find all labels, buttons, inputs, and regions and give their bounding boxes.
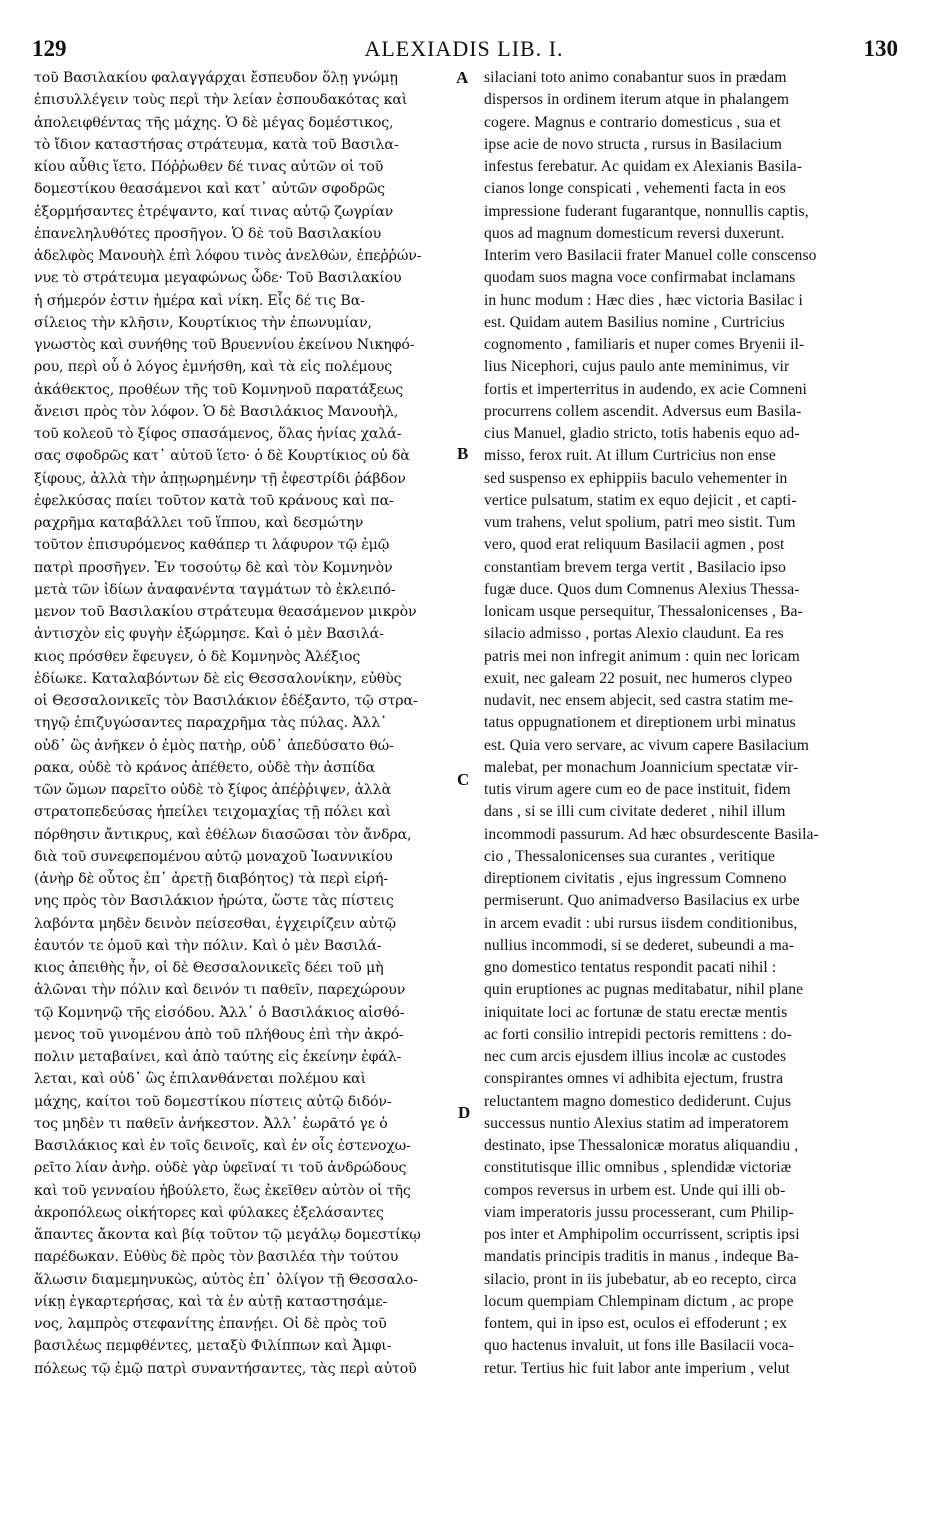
margin-letter-c: C [457,770,470,789]
greek-text-line: πατρὶ προσῆγεν. Ἐν τοσούτῳ δὲ καὶ τὸν Κομνηνὸν [34,559,393,576]
latin-text-line: vero, quod erat reliquum Basilacii agmen , post [484,536,785,554]
greek-text-line: ἀκάθεκτος, προθέων τῆς τοῦ Κομνηνοῦ παρατάξεως [34,381,404,398]
latin-text-line: cogere. Magnus e contrario domesticus , sua et [484,113,781,131]
greek-text-line: νίκῃ ἐγκαρτερήσας, καὶ τὰ ἐν αὐτῇ καταστησάμε- [34,1293,388,1310]
greek-text-line: ἐφελκύσας παίει τοῦτον κατὰ τοῦ κράνους καὶ πα- [34,492,394,509]
latin-text-line: in hunc modum : Hæc dies , hæc victoria Basilac i [484,291,803,309]
latin-text-line: vertice pulsatum, statim ex equo dejicit , et capti- [484,491,797,509]
latin-text-line: cognomento , familiaris et nuper comes Bryenii il- [484,336,805,353]
greek-text-line: τοῦ Βασιλακίου φαλαγγάρχαι ἔσπευδον ὅλῃ γνώμῃ [34,70,398,86]
greek-text-line: βασιλέως πεμφθέντες, μεταξὺ Φιλίππων καὶ Ἀμφι- [34,1338,392,1355]
latin-text-line: reluctantem magno domestico dediderunt. Cujus [484,1092,792,1110]
greek-text-line: ἑαυτόν τε ὁμοῦ καὶ τὴν πόλιν. Καὶ ὁ μὲν Βασιλά- [34,937,382,954]
latin-text-line: ipse acie de novo structa , rursus in Basilacium [484,135,782,153]
latin-text-line: quo hactenus invaluit, ut fons ille Basilacii voca- [484,1337,794,1355]
latin-text-line: in arcem evadit : ubi rursus iisdem conditionibus, [484,914,798,932]
greek-text-line: κιος ἀπειθὴς ἦν, οἱ δὲ Θεσσαλονικεῖς δέει τοῦ μὴ [34,960,384,976]
latin-text-line: est. Quia vero servare, ac vivum capere Basilacium [484,736,809,754]
greek-text-line: ἐδίωκε. Καταλαβόντων δὲ εἰς Θεσσαλονίκην, εὐθὺς [34,670,402,687]
greek-text-line: ἐξορμήσαντες ἐτρέψαντο, καί τινας αὐτῷ ζωγρίαν [34,203,394,220]
greek-text-line: μάχης, καίτοι τοῦ δομεστίκου πίστεις αὐτῷ διδόν- [34,1093,392,1110]
greek-text-line: λεται, καὶ οὐδ᾽ ὣς ἐπιλανθάνεται πολέμου καὶ [34,1071,367,1088]
greek-text-line: ρου, περὶ οὗ ὁ λόγος ἐμνήσθη, καὶ τὰ εἰς πολέμους [34,359,393,376]
greek-text-line: ραχρῆμα καταβάλλει τοῦ ἵππου, καὶ δεσμώτην [34,515,364,531]
margin-letter-d: D [458,1103,471,1122]
latin-text-line: ac forti consilio intrepidi pectoris remittens : do- [484,1025,792,1043]
greek-text-line: τηγῷ ἐπιζυγώσαντες παραχρῆμα τὰς πύλας. Ἀλλ᾽ [34,715,387,732]
greek-text-line: τῷ Κομνηνῷ τῆς εἰσόδου. Ἀλλ᾽ ὁ Βασιλάκιος αἰσθό- [34,1004,405,1021]
greek-text-line: οἱ Θεσσαλονικεῖς τὸν Βασιλάκιον ἐδέξαντο, τῷ στρα- [34,693,418,709]
greek-text-line: μενος τοῦ γινομένου ἀπὸ τοῦ πλήθους ἐπὶ τὴν ἀκρό- [34,1026,404,1043]
greek-text-line: στρατοπεδεύσας ἠπείλει τειχομαχίας τῇ πόλει καὶ [34,804,391,821]
greek-text-line: ἁλῶναι τὴν πόλιν καὶ δεινόν τι παθεῖν, παρεχώρουν [34,982,406,999]
latin-text-line: malebat, per monachum Joannicium spectatæ vir- [484,758,799,776]
greek-text-line: πόρθησιν ἄντικρυς, καὶ ἐθέλων διασῶσαι τὸν ἄνδρα, [34,826,412,843]
latin-text-line: cius Manuel, gladio stricto, totis habenis equo ad- [484,425,800,442]
latin-text-line: silaciani toto animo conabantur suos in prædam [484,69,787,86]
greek-text-line: κιος πρόσθεν ἔφευγεν, ὁ δὲ Κομνηνὸς Ἀλέξιος [34,648,361,665]
greek-text-line: ἐπανεληλυθότες προσῆγον. Ὁ δὲ τοῦ Βασιλακίου [34,225,382,242]
latin-text-line: dispersos in ordinem iterum atque in phalangem [484,91,790,109]
greek-text-line: ἀντισχὸν εἰς φυγὴν ἐξώρμησε. Καὶ ὁ μὲν Βασιλά- [34,626,384,643]
latin-text-line: lius Nicephori, cujus paulo ante meminimus, vir [484,358,790,376]
page-number-right: 130 [863,36,898,61]
greek-text-line: παρέδωκαν. Εὐθὺς δὲ πρὸς τὸν βασιλέα τὴν τούτου [34,1249,399,1266]
greek-text-line: ἐπισυλλέγειν τοὺς περὶ τὴν λείαν ἐσπουδακότας καὶ [34,92,408,109]
running-title: ALEXIADIS LIB. I. [364,36,564,61]
latin-text-line: direptionem civitatis , ejus ingressum Comneno [484,870,787,887]
greek-text-line: νυε τὸ στράτευμα μεγαφώνως ὧδε· Τοῦ Βασιλακίου [34,270,402,287]
latin-text-line: constitutisque illic omnibus , splendidæ victoriæ [484,1159,792,1177]
latin-text-line: destinato, ipse Thessalonicæ moratus aliquandiu , [484,1137,799,1154]
latin-text-line: nec cum arcis ejusdem illius incolæ ac custodes [484,1048,787,1065]
greek-text-line: ἀπολειφθέντας τῆς μάχης. Ὁ δὲ μέγας δομέστικος, [34,114,394,131]
greek-text-line: οὐδ᾽ ὣς ἀνῆκεν ὁ ἐμὸς πατὴρ, οὐδ᾽ ἀπεδύσατο θώ- [34,737,394,754]
latin-text-column [484,67,898,1380]
greek-text-line: σας σφοδρῶς κατ᾽ αὐτοῦ ἵετο· ὁ δὲ Κουρτίκιος οὐ δὰ [34,448,410,465]
greek-text-line: διὰ τοῦ συνεφεπομένου αὐτῷ μοναχοῦ Ἰωαννικίου [34,848,393,865]
greek-text-line: κίου αὖθις ἵετο. Πόῤῥωθεν δέ τινας αὐτῶν οἱ τοῦ [34,159,384,175]
latin-text-line: fugæ duce. Quos dum Comnenus Alexius Thessa- [484,580,800,598]
latin-text-line: viam imperatoris jussu processerant, cum Philip- [484,1203,794,1221]
greek-text-line: τοῦ κολεοῦ τὸ ξίφος σπασάμενος, ὅλας ἡνίας χαλά- [34,426,402,442]
greek-text-line: ρακα, οὐδὲ τὸ κράνος ἀπέθετο, οὐδὲ τὴν ἀσπίδα [34,759,375,776]
greek-text-line: τῶν ὤμων παρεῖτο οὐδὲ τὸ ξίφος ἀπέῤῥιψεν, ἀλλὰ [34,782,392,798]
latin-text-line: exuit, nec galeam 22 posuit, nec humeros clypeo [484,669,793,687]
latin-text-line: fontem, qui in ipso est, oculos ei effoderunt ; ex [484,1315,788,1332]
latin-text-line: mandatis principis traditis in manus , indeque Ba- [484,1248,800,1266]
latin-text-line: cianos longe conspicati , vehementi facta in eos [484,180,786,198]
latin-text-line: permiserunt. Quo animadverso Basilacius ex urbe [484,892,800,910]
latin-text-line: tutis virum agere cum eo de pace instituit, fidem [484,781,791,798]
latin-text-line: quin eruptiones ac pugnas meditabatur, nihil plane [484,981,804,999]
greek-text-line: ἡ σήμερόν ἐστιν ἡμέρα καὶ νίκη. Εἷς δέ τις Βα- [34,292,365,309]
page-header [0,34,928,64]
latin-text-line: procurrens collem ascendit. Adversus eum Basila- [484,402,802,420]
greek-text-line: ἄνεισι πρὸς τὸν λόφον. Ὁ δὲ Βασιλάκιος Μανουὴλ, [34,403,399,420]
latin-text-line: sed suspenso ex ephippiis baculo vehementer in [484,469,788,487]
latin-text-line: compos reversus in urbem est. Unde qui illi ob- [484,1181,786,1199]
latin-text-line: quodam suos magna voce confirmabat inclamans [484,269,796,287]
latin-text-line: quos ad magnum domesticum reversi duxerunt. [484,224,785,242]
latin-text-line: infestus ferebatur. Ac quidam ex Alexianis Basila- [484,158,803,175]
greek-text-column [34,67,454,1380]
greek-text-line: ἅλωσιν διαμεμηνυκὼς, αὐτὸς ἐπ᾽ ὀλίγον τῇ Θεσσαλο- [34,1271,418,1288]
greek-text-line: τος μηδὲν τι παθεῖν ἀνήκεστον. Ἀλλ᾽ ἑωρᾶτό γε ὁ [34,1115,388,1132]
latin-text-line: cio , Thessalonicenses sua curantes , veritique [484,847,776,865]
latin-text-line: tatus oppugnationem et direptionem urbi minatus [484,714,796,732]
latin-text-line: locum quempiam Chlempinam dictum , ac prope [484,1292,794,1310]
latin-text-line: lonicam usque persequitur, Thessalonicenses , Ba- [484,603,803,620]
margin-letter-a: A [456,68,469,87]
latin-text-line: nullius incommodi, si se dederet, subeundi a ma- [484,936,795,954]
latin-text-line: successus nuntio Alexius statim ad imperatorem [484,1114,789,1132]
greek-text-line: μετὰ τῶν ἰδίων ἀναφανέντα ταγμάτων τὸ ἐκλειπό- [34,581,396,598]
greek-text-line: λαβόντα μηδὲν δεινὸν πείσεσθαι, ἐγχειρίζειν αὐτῷ [34,915,396,932]
greek-text-line: ἀκροπόλεως οἰκήτορες καὶ φύλακες ἐξελάσαντες [34,1204,384,1221]
greek-text-line: γνωστὸς καὶ συνήθης τοῦ Βρυεννίου ἐκείνου Νικηφό- [34,337,415,353]
greek-text-line: Βασιλάκιος καὶ ἐν τοῖς δεινοῖς, καὶ ἐν οἷς ἐστενοχω- [34,1138,411,1154]
latin-text-line: nudavit, nec ensem abjecit, sed castra statim me- [484,692,794,709]
page-number-left: 129 [32,36,67,61]
latin-text-line: gno domestico tentatus respondit pacati nihil : [484,959,777,976]
greek-text-line: καὶ τοῦ γενναίου ἠβούλετο, ἕως ἐκεῖθεν αὐτὸν οἱ τῆς [34,1182,411,1199]
greek-text-line: τὸ ἴδιον καταστήσας στράτευμα, κατὰ τοῦ Βασιλα- [34,136,399,153]
greek-text-line: νης πρὸς τὸν Βασιλάκιον ἠρώτα, ὥστε τὰς πίστεις [34,893,394,910]
latin-text-line: Interim vero Basilacii frater Manuel colle conscenso [484,247,817,264]
latin-text-line: retur. Tertius hic fuit labor ante imperium , velut [484,1359,790,1377]
latin-text-line: incommodi passurum. Ad hæc obsurdescente Basila- [484,825,819,843]
greek-text-line: πόλεως τῷ ἐμῷ πατρὶ συναντήσαντες, τὰς περὶ αὐτοῦ [34,1360,417,1377]
latin-text-line: est. Quidam autem Basilius nomine , Curtricius [484,313,785,331]
latin-text-line: pos inter et Amphipolim occurrissent, scriptis ipsi [484,1226,800,1243]
greek-text-line: (ἀνὴρ δὲ οὗτος ἐπ᾽ ἀρετῇ διαβόητος) τὰ περὶ εἰρή- [34,871,388,887]
greek-text-line: ρεῖτο λίαν ἀνὴρ. οὐδὲ γὰρ ὑφεῖναί τι τοῦ ἀνδρώδους [34,1160,407,1177]
latin-text-line: silacio admisso , portas Alexio claudunt. Ea res [484,625,784,643]
greek-text-line: ξίφους, ἀλλὰ τὴν ἀπῃωρημένην τῇ ἐφεστρίδι ῥάβδον [34,470,406,487]
greek-text-line: πολιν μεταβαίνει, καὶ ἀπὸ ταύτης εἰς ἐκείνην ἐφάλ- [34,1049,402,1065]
latin-text-line: constantiam brevem terga vertit , Basilacio ipso [484,558,787,576]
latin-text-line: dans , si se illi cum civitate dederet , nihil illum [484,803,786,821]
latin-text-line: misso, ferox ruit. At illum Curtricius non ense [484,447,776,465]
latin-text-line: silacio, pront in iis jubebatur, ab eo recepto, circa [484,1270,797,1288]
latin-text-line: conspirantes omnes vi adhibita ejectum, frustra [484,1070,784,1088]
greek-text-line: δομεστίκου θεασάμενοι καὶ κατ᾽ αὐτῶν σφοδρῶς [34,181,385,198]
latin-text-line: fortis et imperterritus in audendo, ex acie Comneni [484,380,807,398]
greek-text-line: ἀδελφὸς Μανουὴλ ἐπὶ λόφου τινὸς ἀνελθὼν, ἐπεῤῥών- [34,248,422,264]
greek-text-line: ἅπαντες ἄκοντα καὶ βίᾳ τοῦτον τῷ μεγάλῳ δομεστίκῳ [34,1227,421,1243]
latin-text-line: impressione fuderant fugarantque, nonnullis captis, [484,202,809,220]
greek-text-line: νος, λαμπρὸς στεφανίτης ἐπανῄει. Οἱ δὲ πρὸς τοῦ [34,1316,387,1332]
latin-text-line: patris mei non infregit animum : quin nec loricam [484,647,800,665]
latin-text-line: iniquitate loci ac fortunæ de statu erectæ mentis [484,1003,788,1021]
greek-text-line: τοῦτον ἐπισυρόμενος καθάπερ τι λάφυρον τῷ ἐμῷ [34,537,390,554]
greek-text-line: σίλειος τὴν κλῆσιν, Κουρτίκιος τὴν ἐπωνυμίαν, [34,314,372,331]
margin-letter-b: B [457,444,469,463]
latin-text-line: vum trahens, velut spolium, patri meo sistit. Tum [484,514,796,531]
greek-text-line: μενον τοῦ Βασιλακίου στράτευμα θεασάμενον μικρὸν [34,604,417,620]
